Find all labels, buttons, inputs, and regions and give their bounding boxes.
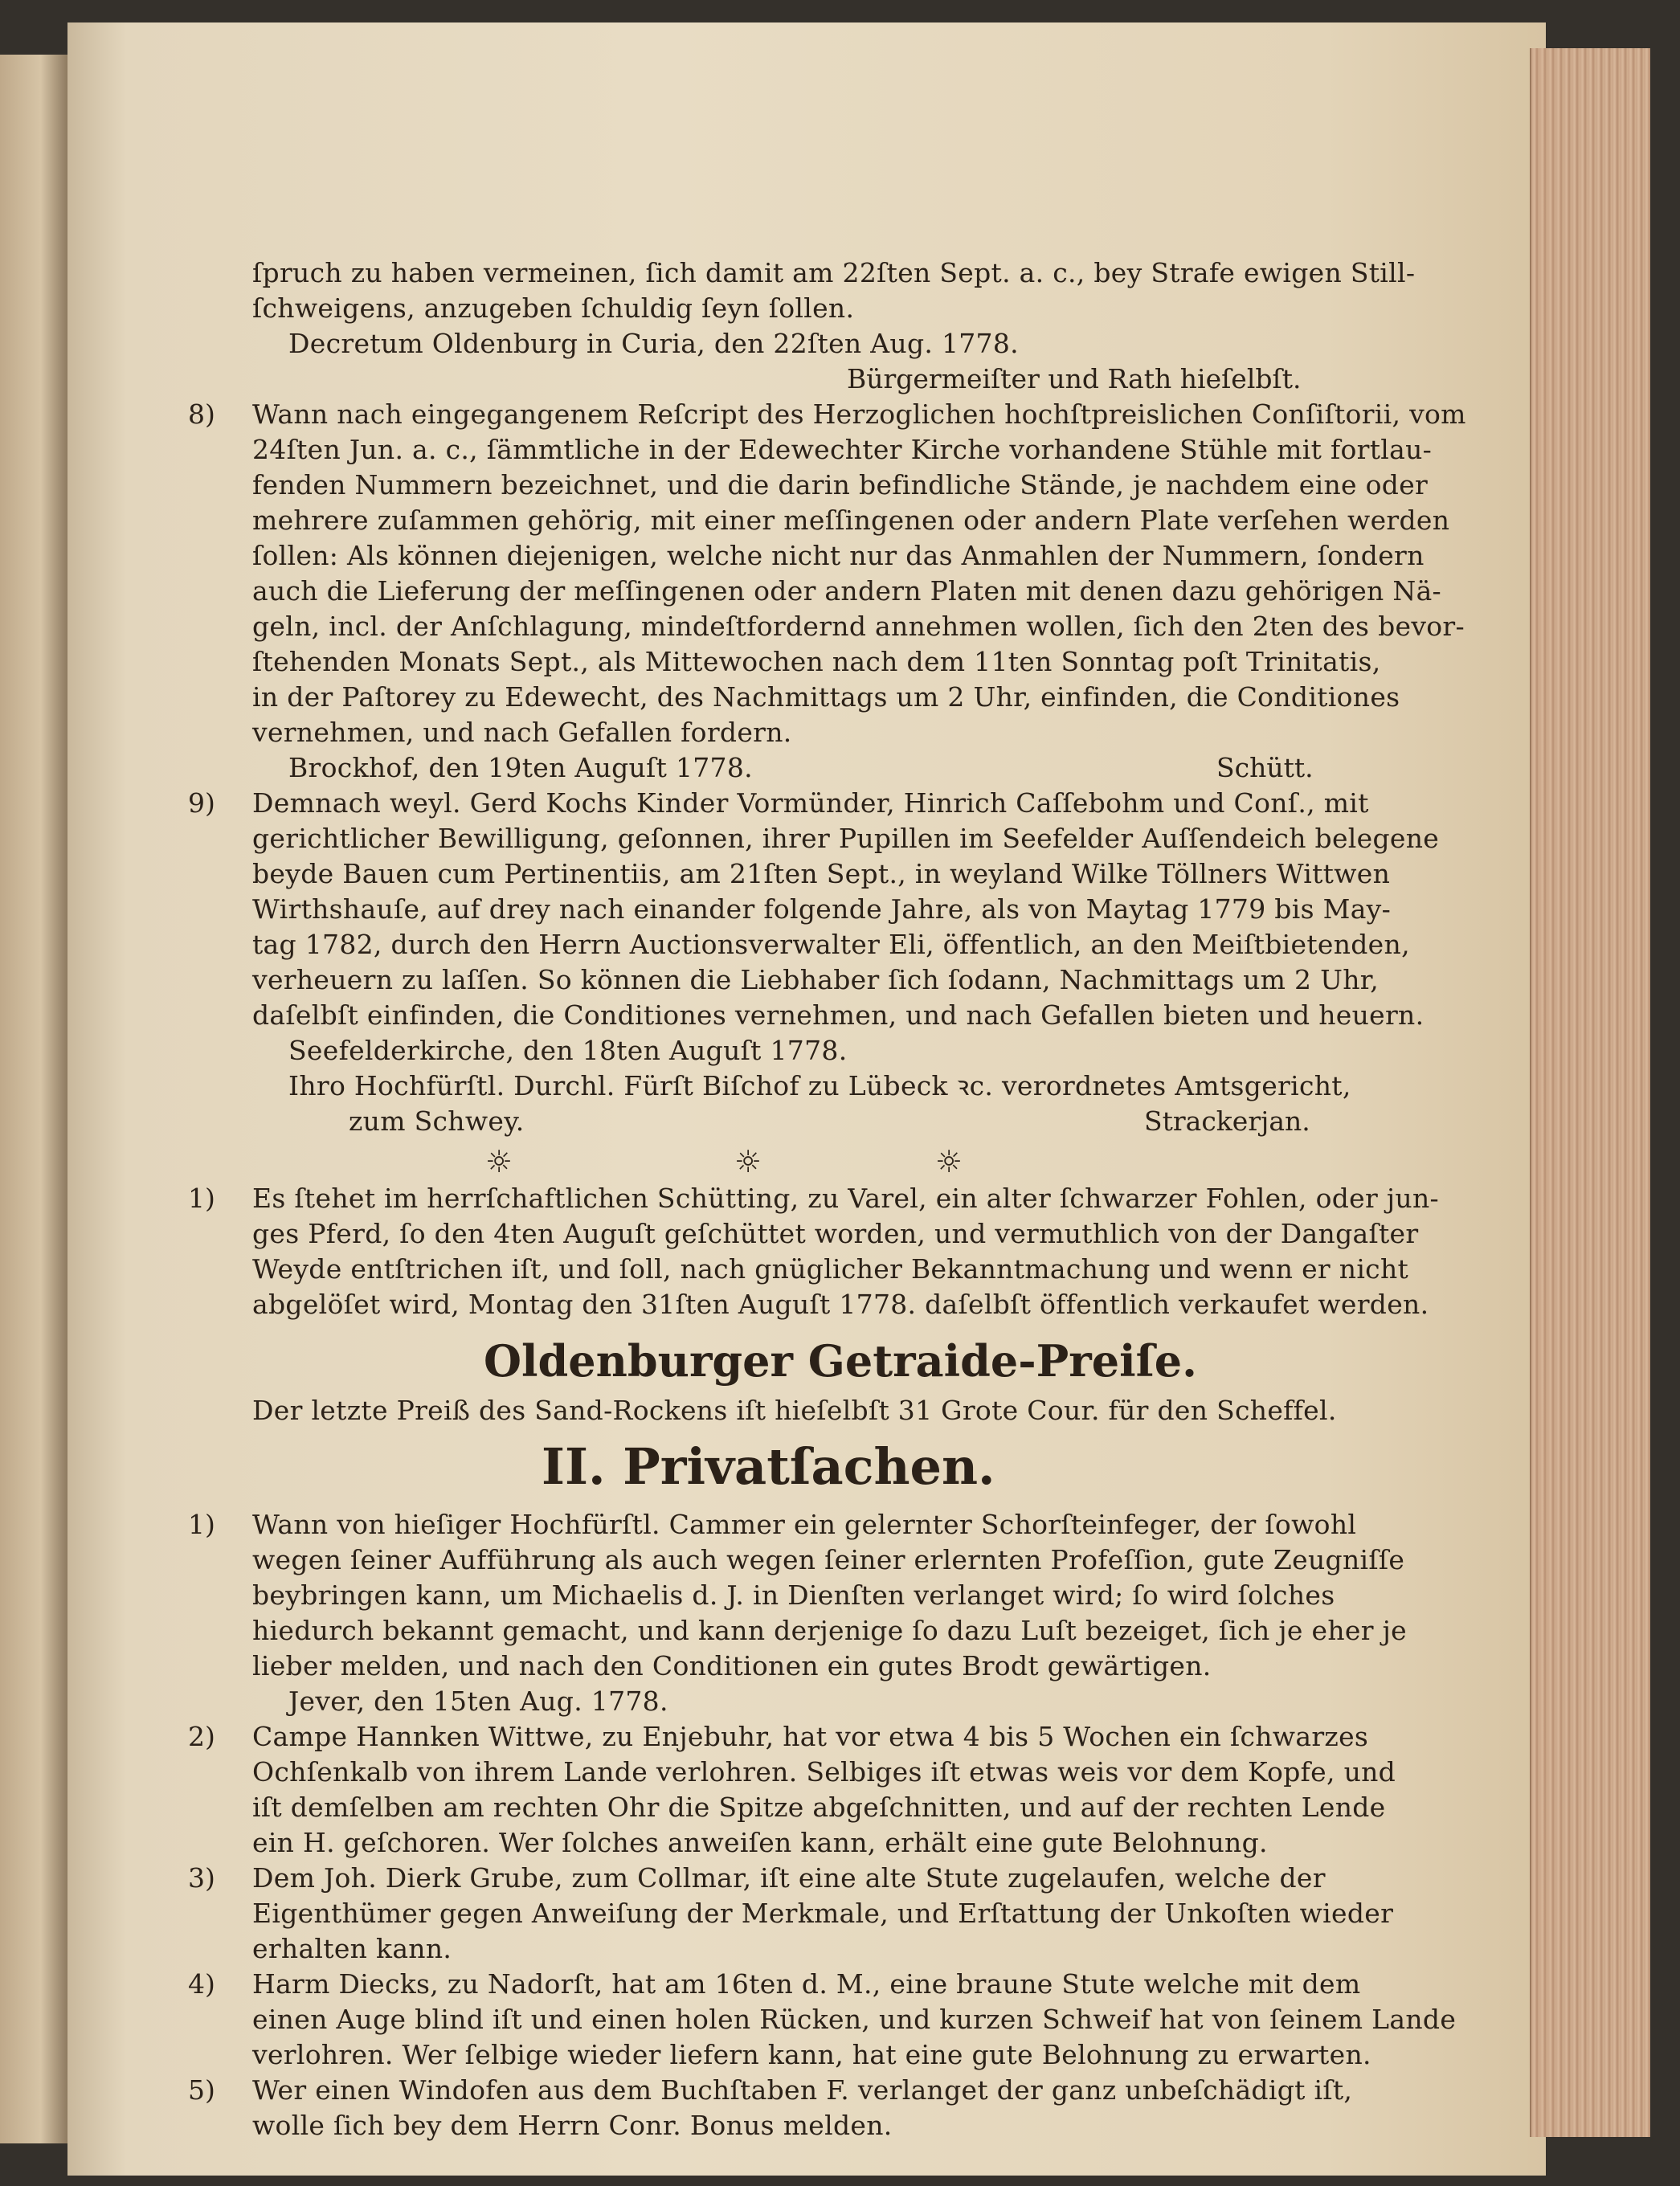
signature: Bürgermeiſter und Rath hieſelbſt. (847, 363, 1302, 394)
section-heading: Oldenburger Getraide-Preiſe. (484, 1335, 1197, 1387)
text-line: hiedurch bekannt gemacht, und kann derjenige ſo dazu Luſt bezeiget, ſich je eher je (252, 1615, 1407, 1646)
page (67, 22, 1546, 2176)
item-number: 9) (188, 787, 215, 819)
text-line: daſelbſt einfinden, die Conditiones vernehmen, und nach Gefallen bieten und heuern. (252, 999, 1425, 1031)
text-line: Brockhof, den 19ten Auguſt 1778. (288, 752, 753, 783)
text-line: Eigenthümer gegen Anweiſung der Merkmale, und Erſtattung der Unkoſten wieder (252, 1898, 1394, 1929)
text-line: Weyde entſtrichen iſt, und ſoll, nach gnüglicher Bekanntmachung und wenn er nicht (252, 1253, 1409, 1285)
text-line: Ochſenkalb von ihrem Lande verlohren. Selbiges iſt etwas weis vor dem Kopfe, und (252, 1756, 1396, 1788)
text-line: gerichtlicher Bewilligung, geſonnen, ihrer Pupillen im Seefelder Auſſendeich belegene (252, 823, 1440, 854)
text-line: auch die Lieferung der meſſingenen oder andern Platen mit denen dazu gehörigen Nä- (252, 575, 1441, 607)
text-line: Harm Diecks, zu Nadorſt, hat am 16ten d. M., eine braune Stute welche mit dem (252, 1968, 1361, 2000)
text-line: mehrere zuſammen gehörig, mit einer meſſingenen oder andern Plate verſehen werden (252, 505, 1450, 536)
text-line: Es ſtehet im herrſchaftlichen Schütting, zu Varel, ein alter ſchwarzer Fohlen, oder jun- (252, 1183, 1439, 1214)
text-line: verheuern zu laſſen. So können die Liebhaber ſich ſodann, Nachmittags um 2 Uhr, (252, 964, 1380, 995)
text-line: Wann von hieſiger Hochfürſtl. Cammer ein gelernter Schorſteinfeger, der ſowohl (252, 1509, 1357, 1540)
section-heading: II. Privatſachen. (542, 1437, 995, 1496)
sun-ornament-icon: ☼ (485, 1144, 513, 1179)
item-number: 1) (188, 1183, 215, 1214)
text-line: verlohren. Wer ſelbige wieder liefern kann, hat eine gute Belohnung zu erwarten. (252, 2039, 1371, 2070)
text-line: Seefelderkirche, den 18ten Auguſt 1778. (288, 1035, 848, 1066)
text-line: lieber melden, und nach den Conditionen ein gutes Brodt gewärtigen. (252, 1650, 1212, 1681)
text-line: iſt demſelben am rechten Ohr die Spitze abgeſchnitten, und auf der rechten Lende (252, 1792, 1386, 1823)
text-line: 24ſten Jun. a. c., ſämmtliche in der Edewechter Kirche vorhandene Stühle mit fortlau- (252, 434, 1433, 465)
text-line: Der letzte Preiß des Sand-Rockens iſt hieſelbſt 31 Grote Cour. für den Scheffel. (252, 1395, 1337, 1426)
text-line: beybringen kann, um Michaelis d. J. in Dienſten verlanget wird; ſo wird ſolches (252, 1579, 1335, 1611)
text-line: einen Auge blind iſt und einen holen Rücken, und kurzen Schweif hat von ſeinem Lande (252, 2004, 1457, 2035)
item-number: 4) (188, 1968, 215, 2000)
text-line: Wann nach eingegangenem Reſcript des Herzoglichen hochſtpreislichen Conſiſtorii, vom (252, 398, 1466, 430)
text-line: Dem Joh. Dierk Grube, zum Collmar, iſt eine alte Stute zugelaufen, welche der (252, 1862, 1326, 1894)
sun-ornament-icon: ☼ (734, 1144, 762, 1179)
signature: Strackerjan. (1144, 1105, 1310, 1137)
page-edges (1530, 48, 1650, 2137)
text-line: wegen ſeiner Aufführung als auch wegen ſeiner erlernten Profeſſion, gute Zeugniſſe (252, 1544, 1405, 1575)
text-line: geln, incl. der Anſchlagung, mindeſtfordernd annehmen wollen, ſich den 2ten des bevor- (252, 611, 1465, 642)
text-line: ſollen: Als können diejenigen, welche nicht nur das Anmahlen der Nummern, ſondern (252, 540, 1425, 571)
text-line: abgelöſet wird, Montag den 31ſten Auguſt 1778. daſelbſt öffentlich verkaufet werden. (252, 1289, 1429, 1320)
signature: Schütt. (1216, 752, 1314, 783)
text-line: ſchweigens, anzugeben ſchuldig ſeyn ſollen. (252, 292, 855, 324)
item-number: 8) (188, 398, 215, 430)
item-number: 5) (188, 2074, 215, 2106)
text-line: erhalten kann. (252, 1933, 452, 1964)
text-line: ein H. geſchoren. Wer ſolches anweiſen kann, erhält eine gute Belohnung. (252, 1827, 1268, 1858)
text-line: beyde Bauen cum Pertinentiis, am 21ſten Sept., in weyland Wilke Töllners Wittwen (252, 858, 1391, 889)
text-line: Wer einen Windofen aus dem Buchſtaben F. verlanget der ganz unbeſchädigt iſt, (252, 2074, 1353, 2106)
text-line: Decretum Oldenburg in Curia, den 22ſten Aug. 1778. (288, 328, 1019, 359)
text-line: fenden Nummern bezeichnet, und die darin befindliche Stände, je nachdem eine oder (252, 469, 1429, 501)
left-page-edge (0, 55, 69, 2143)
text-line: zum Schwey. (349, 1105, 525, 1137)
text-line: Ihro Hochfürſtl. Durchl. Fürſt Biſchof zu Lübeck ꝛc. verordnetes Amtsgericht, (288, 1070, 1351, 1101)
text-line: ſtehenden Monats Sept., als Mittewochen nach dem 11ten Sonntag poſt Trinitatis, (252, 646, 1381, 677)
item-number: 2) (188, 1721, 215, 1752)
text-line: Wirthshauſe, auf drey nach einander folgende Jahre, als von Maytag 1779 bis May- (252, 893, 1392, 925)
item-number: 3) (188, 1862, 215, 1894)
item-number: 1) (188, 1509, 215, 1540)
text-line: ſpruch zu haben vermeinen, ſich damit am 22ſten Sept. a. c., bey Strafe ewigen Still- (252, 257, 1416, 288)
text-line: tag 1782, durch den Herrn Auctionsverwalter Eli, öffentlich, an den Meiſtbietenden, (252, 929, 1410, 960)
text-line: Demnach weyl. Gerd Kochs Kinder Vormünder, Hinrich Caſſebohm und Conſ., mit (252, 787, 1369, 819)
text-line: wolle ſich bey dem Herrn Conr. Bonus melden. (252, 2110, 893, 2141)
text-line: Jever, den 15ten Aug. 1778. (288, 1685, 668, 1717)
text-line: in der Paſtorey zu Edewecht, des Nachmittags um 2 Uhr, einfinden, die Conditiones (252, 681, 1400, 713)
text-line: Campe Hannken Wittwe, zu Enjebuhr, hat vor etwa 4 bis 5 Wochen ein ſchwarzes (252, 1721, 1369, 1752)
text-line: ges Pferd, ſo den 4ten Auguſt geſchüttet worden, und vermuthlich von der Dangaſter (252, 1218, 1419, 1249)
text-line: vernehmen, und nach Gefallen fordern. (252, 717, 792, 748)
sun-ornament-icon: ☼ (935, 1144, 963, 1179)
